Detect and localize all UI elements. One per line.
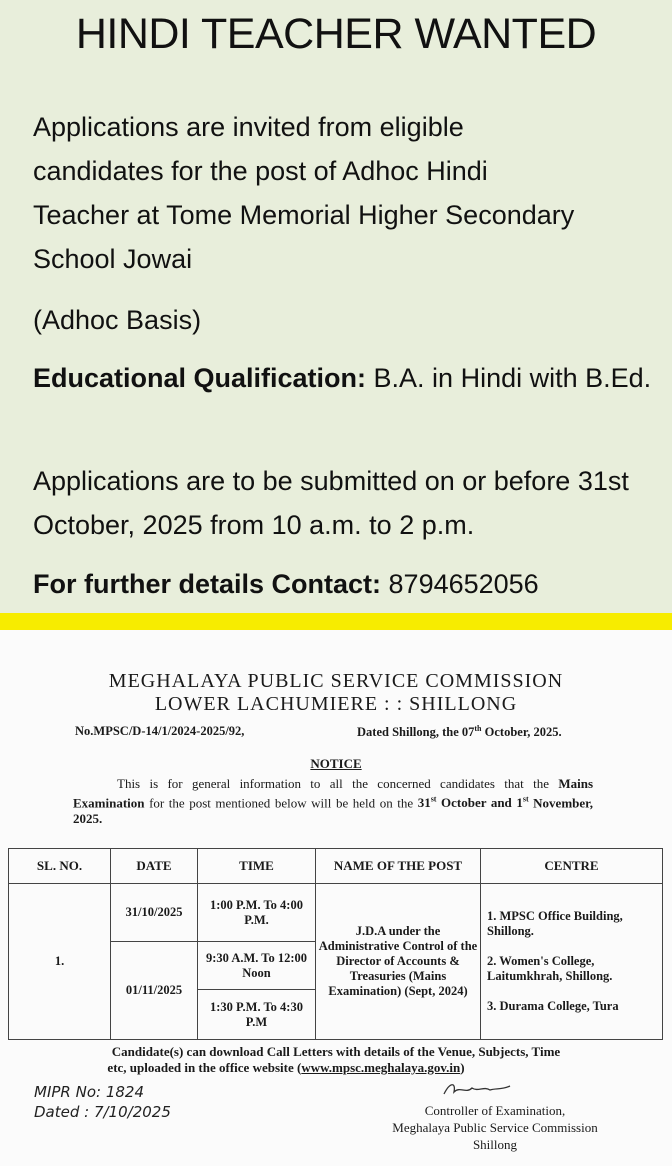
footer-line: etc, uploaded in the office website (www.mpsc.meghalaya.gov.in)	[107, 1060, 465, 1075]
centre-item: 3. Durama College, Tura	[487, 999, 619, 1013]
handwritten-note	[34, 1082, 171, 1122]
header-cell: NAME OF THE POST	[316, 849, 481, 884]
ad-line: Teacher at Tome Memorial Higher Secondary	[33, 200, 575, 230]
notice-date: Dated Shillong, the 07th October, 2025.	[357, 724, 562, 740]
footer-line: Candidate(s) can download Call Letters with details of the Venue, Subjects, Time	[111, 1044, 561, 1059]
header-cell: TIME	[198, 849, 316, 884]
signatory-line: Shillong	[472, 1137, 518, 1152]
ad-contact	[33, 562, 653, 606]
header-cell: SL. NO.	[9, 849, 111, 884]
ad-submission: Applications are to be submitted on or before 31st October, 2025 from 10 a.m. to 2 p.m.	[33, 466, 629, 540]
date-cell: 31/10/2025	[111, 884, 198, 942]
time-cell: 1:30 P.M. To 4:30 P.M	[198, 990, 316, 1040]
org-address: LOWER LACHUMIERE : : SHILLONG	[154, 693, 518, 715]
centre-cell	[481, 884, 663, 1040]
notice-intro: This is for general information to all the concerned candidates that the Mains Examination for the post mentioned below will be held on the 31st October and 1st November, 2025.	[73, 776, 593, 827]
contact-label: For further details Contact:	[33, 569, 382, 599]
time-cell: 9:30 A.M. To 12:00 Noon	[198, 942, 316, 990]
handwritten-line: MIPR No: 1824	[34, 1083, 144, 1101]
divider	[0, 613, 672, 630]
exam-schedule-table	[8, 848, 663, 1040]
post-cell: J.D.A under the Administrative Control of the Director of Accounts & Treasuries (Mains Examination) (Sept, 2024)	[316, 884, 481, 1040]
contact-phone: 8794652056	[381, 569, 539, 599]
signature-icon	[440, 1078, 520, 1100]
header-cell: DATE	[111, 849, 198, 884]
time-cell: 1:00 P.M. To 4:00 P.M.	[198, 884, 316, 942]
org-name: MEGHALAYA PUBLIC SERVICE COMMISSION	[108, 670, 564, 692]
signatory-line: Controller of Examination,	[424, 1103, 566, 1118]
qualification-label: Educational Qualification:	[33, 363, 367, 393]
ad-line: School Jowai	[33, 244, 193, 274]
qualification-value: B.A. in Hindi with B.Ed.	[366, 363, 652, 393]
ad-qualification	[33, 356, 653, 400]
ad-basis: (Adhoc Basis)	[33, 305, 202, 335]
table-header-row	[9, 849, 663, 884]
table-row	[9, 884, 663, 942]
ad-title: HINDI TEACHER WANTED	[75, 10, 597, 58]
ad-line: candidates for the post of Adhoc Hindi	[33, 156, 488, 186]
website-link[interactable]: www.mpsc.meghalaya.gov.in	[301, 1060, 461, 1075]
ad-description	[33, 105, 653, 281]
centre-item: 1. MPSC Office Building, Shillong.	[487, 909, 623, 938]
centre-item: 2. Women's College, Laitumkhrah, Shillong.	[487, 954, 613, 983]
mpsc-notice	[0, 630, 672, 1166]
handwritten-line: Dated : 7/10/2025	[34, 1103, 171, 1121]
reference-number: No.MPSC/D-14/1/2024-2025/92,	[75, 724, 245, 738]
serial-cell: 1.	[9, 884, 111, 1040]
signatory-line: Meghalaya Public Service Commission	[392, 1120, 598, 1135]
notice-heading: NOTICE	[310, 756, 362, 771]
header-cell: CENTRE	[481, 849, 663, 884]
ad-line: Applications are invited from eligible	[33, 112, 464, 142]
date-cell: 01/11/2025	[111, 942, 198, 1040]
